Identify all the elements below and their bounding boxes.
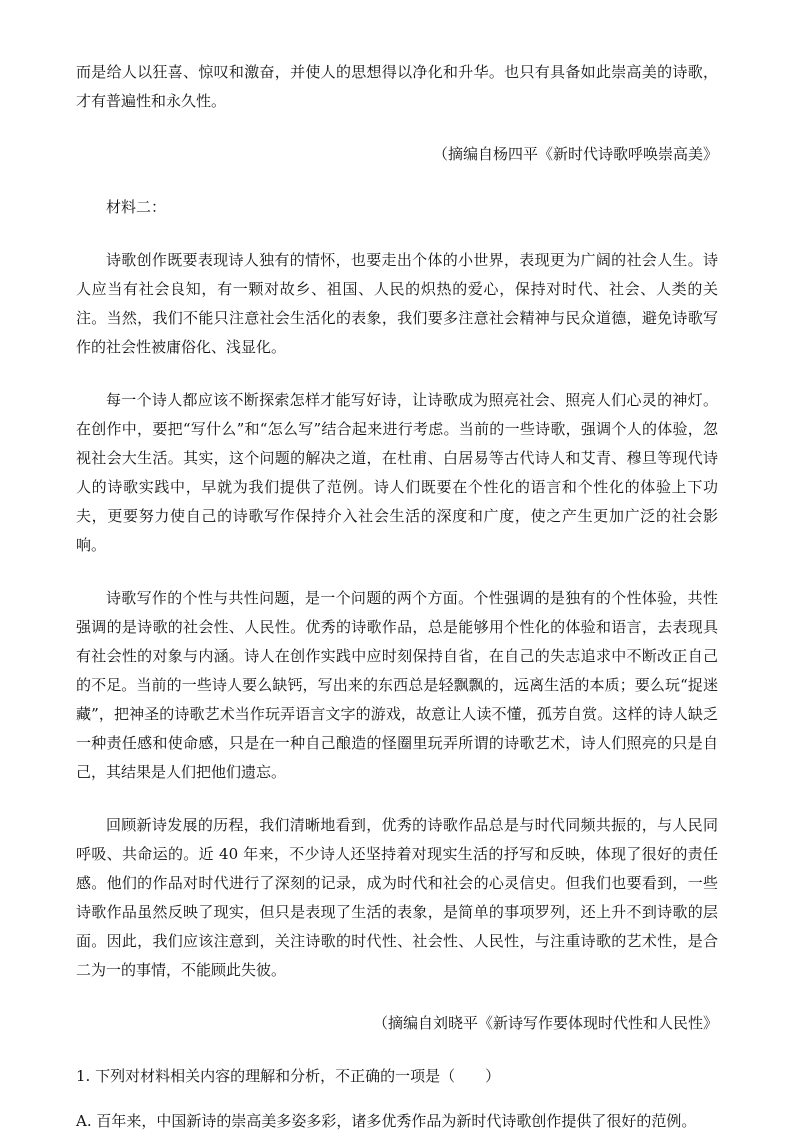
paragraph: 每一个诗人都应该不断探索怎样才能写好诗，让诗歌成为照亮社会、照亮人们心灵的神灯。在创作中，要把“写什么”和“怎么写”结合起来进行考虑。当前的一些诗歌，强调个人的体验，忽视社会大生活。其实，这个问题的解决之道，在杜甫、白居易等古代诗人和艾青、穆旦等现代诗人的诗歌实践中，早就为我们提供了范例。诗人们既要在个性化的语言和个性化的体验上下功夫，更要努力使自己的诗歌写作保持介入社会生活的深度和广度，使之产生更加广泛的社会影响。 <box>76 391 718 554</box>
source-citation-1: （摘编自杨四平《新时代诗歌呼唤崇高美》 <box>432 145 718 163</box>
paragraph-continuation: 而是给人以狂喜、惊叹和激奋，并使人的思想得以净化和升华。也只有具备如此崇高美的诗歌，才有普遍性和永久性。 <box>76 63 718 110</box>
document-page <box>76 58 718 1136</box>
paragraph: 回顾新诗发展的历程，我们清晰地看到，优秀的诗歌作品总是与时代同频共振的，与人民同呼吸、共命运的。近 40 年来，不少诗人还坚持着对现实生活的抒写和反映，体现了很好的责任感。他们的作品对时代进行了深刻的记录，成为时代和社会的心灵信史。但我们也要看到，一些诗歌作品虽然反映了现实，但只是表现了生活的表象，是简单的事项罗列，还上升不到诗歌的层面。因此，我们应该注意到，关注诗歌的时代性、社会性、人民性，与注重诗歌的艺术性，是合二为一的事情，不能顾此失彼。 <box>76 816 718 979</box>
answer-option-a: A. 百年来，中国新诗的崇高美多姿多彩，诸多优秀作品为新时代诗歌创作提供了很好的范例。 <box>76 1112 697 1130</box>
paragraph: 诗歌创作既要表现诗人独有的情怀，也要走出个体的小世界，表现更为广阔的社会人生。诗人应当有社会良知，有一颗对故乡、祖国、人民的炽热的爱心，保持对时代、社会、人类的关注。当然，我们不能只注意社会生活化的表象，我们要多注意社会精神与民众道德，避免诗歌写作的社会性被庸俗化、浅显化。 <box>76 251 718 356</box>
material-heading: 材料二： <box>106 198 167 216</box>
source-citation-2: （摘编自刘晓平《新诗写作要体现时代性和人民性》 <box>372 1014 718 1032</box>
question-stem: 1. 下列对材料相关内容的理解和分析，不正确的一项是（ ） <box>76 1067 501 1085</box>
paragraph: 诗歌写作的个性与共性问题，是一个问题的两个方面。个性强调的是独有的个性体验，共性强调的是诗歌的社会性、人民性。优秀的诗歌作品，总是能够用个性化的体验和语言，去表现具有社会性的对象与内涵。诗人在创作实践中应时刻保持自省，在自己的失志追求中不断改正自己的不足。当前的一些诗人要么缺钙，写出来的东西总是轻飘飘的，远离生活的本质；要么玩“捉迷藏”，把神圣的诗歌艺术当作玩弄语言文字的游戏，故意让人读不懂，孤芳自赏。这样的诗人缺乏一种责任感和使命感，只是在一种自己酿造的怪圈里玩弄所谓的诗歌艺术，诗人们照亮的只是自己，其结果是人们把他们遗忘。 <box>76 589 718 781</box>
